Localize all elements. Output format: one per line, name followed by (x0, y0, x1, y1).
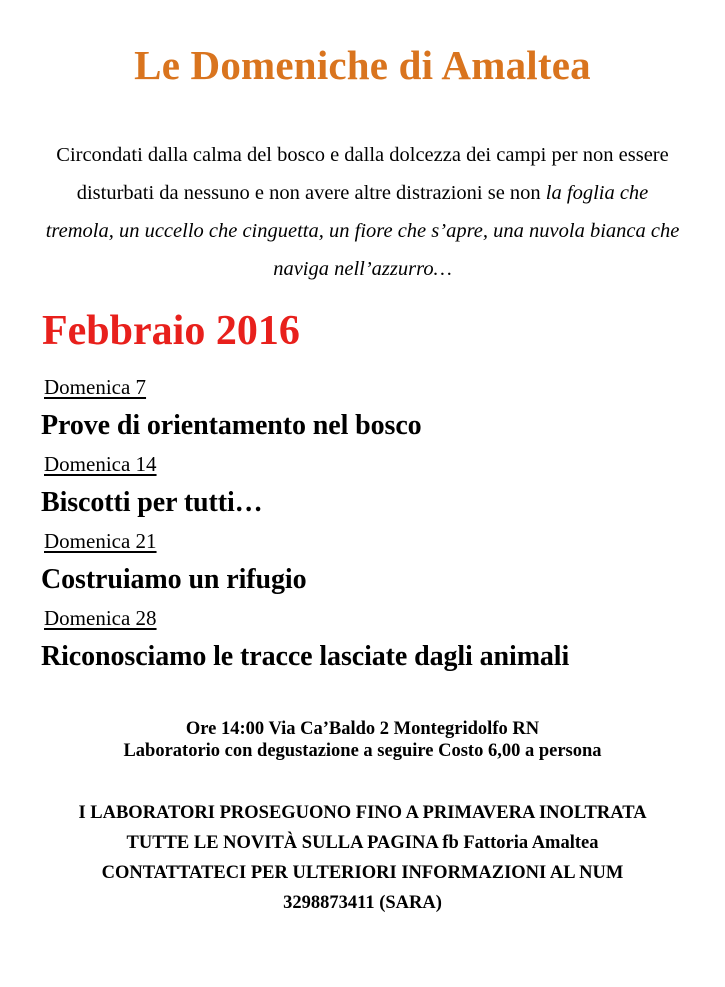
poster-page (0, 27, 725, 987)
event-name: Costruiamo un rifugio (41, 563, 307, 595)
list-item (0, 605, 725, 674)
intro-paragraph (43, 114, 683, 288)
event-date: Domenica 28 (44, 605, 157, 630)
event-date: Domenica 21 (44, 528, 157, 553)
list-item (0, 374, 725, 443)
logistics-line-time-address: Ore 14:00 Via Ca’Baldo 2 Montegridolfo RN (185, 718, 540, 739)
intro-text-plain: Circondati dalla calma del bosco e dalla dolcezza dei campi per non essere disturbati da nessuno e non avere altre distrazioni se non (56, 143, 669, 204)
list-item (0, 451, 725, 520)
event-name: Riconosciamo le tracce lasciate dagli animali (41, 640, 570, 672)
notice-block (0, 798, 725, 918)
logistics-block (0, 718, 725, 762)
events-list (0, 374, 725, 674)
notice-line-facebook: TUTTE LE NOVITÀ SULLA PAGINA fb Fattoria Amaltea (126, 832, 599, 853)
intro-text-italic: la foglia che tremola, un uccello che cinguetta, un fiore che s’apre, una nuvola bianca che naviga nell’azzurro… (45, 181, 680, 280)
notice-line-season: I LABORATORI PROSEGUONO FINO A PRIMAVERA INOLTRATA (78, 802, 647, 823)
page-title: Le Domeniche di Amaltea (134, 42, 591, 89)
list-item (0, 528, 725, 597)
notice-line-contact: CONTATTATECI PER ULTERIORI INFORMAZIONI AL NUM (101, 862, 624, 883)
notice-line-phone: 3298873411 (SARA) (283, 892, 442, 913)
event-date: Domenica 14 (44, 451, 157, 476)
event-name: Biscotti per tutti… (41, 486, 263, 518)
month-heading: Febbraio 2016 (42, 307, 300, 354)
event-date: Domenica 7 (44, 374, 147, 399)
event-name: Prove di orientamento nel bosco (41, 409, 422, 441)
logistics-line-cost: Laboratorio con degustazione a seguire Costo 6,00 a persona (123, 740, 602, 761)
